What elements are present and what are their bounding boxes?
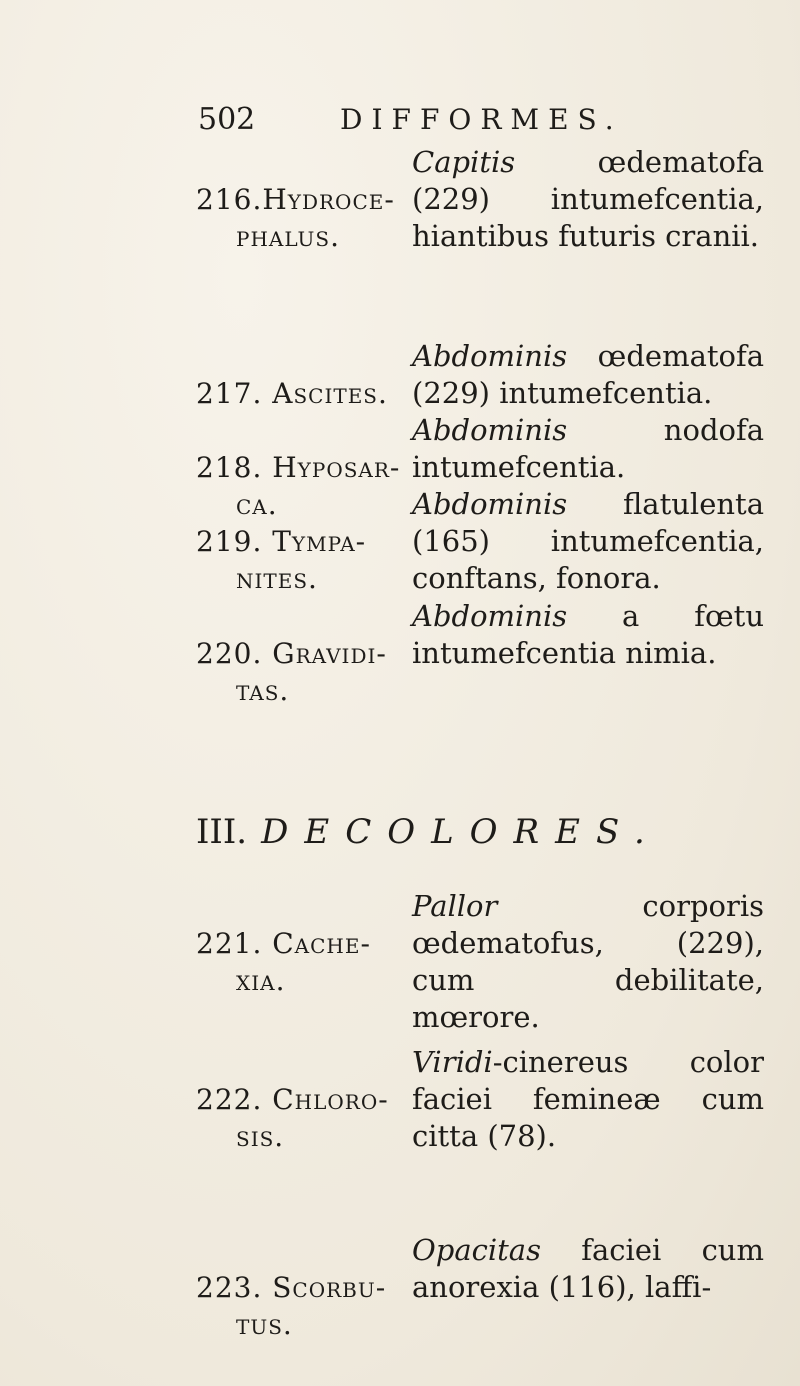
term-continuation: tus. — [236, 1308, 293, 1341]
definition-text: a fœtu intumefcentia nimia. — [412, 599, 764, 670]
definition-keyword: Abdominis — [412, 413, 568, 447]
definition-keyword: Capitis — [412, 145, 516, 179]
definition-text: nodofa intumefcentia. — [412, 413, 764, 484]
entry-definition — [412, 598, 764, 672]
entry-term — [196, 1232, 406, 1380]
definition-keyword: Pallor — [412, 889, 498, 923]
entry-term — [196, 888, 406, 1036]
definition-text: œdematofa (229) intumefcentia. — [412, 339, 764, 410]
section-numeral: III. — [196, 812, 248, 852]
term-line: 222. Chloro- — [196, 1083, 389, 1116]
definition-keyword: Viridi — [412, 1045, 493, 1079]
entry-definition — [412, 1044, 764, 1155]
entry-term — [196, 1044, 406, 1192]
definition-text: flatulenta (165) intumefcentia, conftans, fonora. — [412, 487, 764, 595]
term-continuation: ca. — [236, 488, 278, 521]
section-heading — [196, 810, 661, 854]
term-line: 218. Hyposar- — [196, 451, 401, 484]
entry-definition — [412, 888, 764, 1036]
term-continuation: sis. — [236, 1120, 285, 1153]
term-continuation: tas. — [236, 674, 290, 707]
running-title: DIFFORMES. — [340, 103, 623, 136]
running-head — [198, 100, 623, 140]
page-number: 502 — [198, 102, 256, 137]
definition-text: -cinereus color faciei femineæ cum citta (78). — [412, 1045, 764, 1153]
term-line: 219. Tympa- — [196, 525, 367, 558]
entry-term — [196, 598, 406, 746]
term-line: 221. Cache- — [196, 927, 371, 960]
entry-definition — [412, 338, 764, 412]
definition-keyword: Abdominis — [412, 487, 568, 521]
term-line: 220. Gravidi- — [196, 637, 387, 670]
term-line: 223. Scorbu- — [196, 1271, 387, 1304]
term-line: 216.Hydroce- — [196, 183, 395, 216]
entry-term — [196, 144, 406, 292]
section-title: DECOLORES. — [261, 812, 661, 852]
term-continuation: xia. — [236, 964, 286, 997]
definition-keyword: Opacitas — [412, 1233, 541, 1267]
definition-keyword: Abdominis — [412, 599, 568, 633]
entry-definition — [412, 144, 764, 255]
term-continuation: nites. — [236, 562, 318, 595]
definition-keyword: Abdominis — [412, 339, 568, 373]
term-line: 217. Ascites. — [196, 377, 388, 410]
entry-definition — [412, 1232, 764, 1306]
definition-text: œdematofa (229) intumefcentia, hiantibus futuris cranii. — [412, 145, 764, 253]
entry-definition — [412, 412, 764, 486]
term-continuation: phalus. — [236, 220, 340, 253]
entry-definition — [412, 486, 764, 597]
definition-text: corporis œdematofus, (229), cum debilitate, mœrore. — [412, 889, 764, 1034]
definition-text: faciei cum anorexia (116), laffi- — [412, 1233, 764, 1304]
